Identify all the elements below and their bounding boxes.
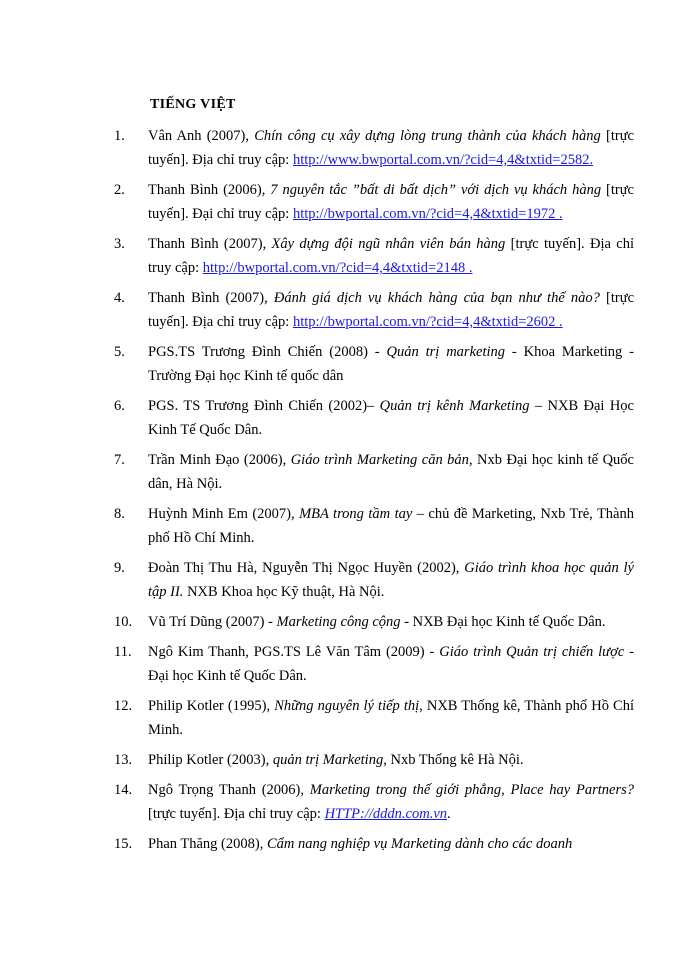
reference-info: [trực tuyến]. Địa chỉ truy cập: xyxy=(148,128,634,168)
reference-author: PGS.TS Trương Đình Chiến (2008) - xyxy=(148,344,387,360)
reference-author: Trần Minh Đạo (2006), xyxy=(148,452,291,468)
reference-author: Thanh Bình (2007), xyxy=(148,236,272,252)
reference-title: Giáo trình khoa học quản lý tập II. xyxy=(148,560,634,600)
reference-author: Philip Kotler (1995), xyxy=(148,698,275,714)
reference-link[interactable]: http://bwportal.com.vn/?cid=4,4&txtid=2602 . xyxy=(292,314,563,330)
reference-item xyxy=(0,832,700,856)
reference-number: 8. xyxy=(114,506,125,522)
reference-number: 1. xyxy=(114,128,125,144)
reference-title: Quản trị kênh Marketing xyxy=(379,398,530,414)
reference-link[interactable]: http://www.bwportal.com.vn/?cid=4,4&txtid=2582. xyxy=(292,152,594,168)
reference-info: [trực tuyến]. Địa chỉ truy cập: xyxy=(148,806,325,822)
reference-item xyxy=(0,394,700,442)
reference-title: Marketing công cộng xyxy=(276,614,401,630)
reference-title: Quản trị marketing xyxy=(386,344,505,360)
reference-title: Giáo trình Quản trị chiến lược xyxy=(439,644,625,660)
reference-number: 7. xyxy=(114,452,125,468)
reference-title: 7 nguyên tắc ”bất di bất dịch” với dịch vụ khách hàng xyxy=(270,182,602,198)
reference-author: Ngô Kim Thanh, PGS.TS Lê Văn Tâm (2009) - xyxy=(148,644,440,660)
reference-title: MBA trong tầm tay xyxy=(299,506,413,522)
reference-item xyxy=(0,610,700,634)
reference-link[interactable]: http://bwportal.com.vn/?cid=4,4&txtid=1972 . xyxy=(292,206,563,222)
reference-title: Xây dựng đội ngũ nhân viên bán hàng xyxy=(271,236,506,252)
reference-title: Cẩm nang nghiệp vụ Marketing dành cho các doanh xyxy=(266,836,573,852)
reference-item xyxy=(0,340,700,388)
reference-item xyxy=(0,748,700,772)
reference-author: Vân Anh (2007), xyxy=(148,128,255,144)
reference-number: 6. xyxy=(114,398,125,414)
reference-author: Thanh Bình (2007), xyxy=(148,290,274,306)
reference-title: Những nguyên lý tiếp thị xyxy=(274,698,420,714)
reference-number: 14. xyxy=(114,782,133,798)
reference-author: Huỳnh Minh Em (2007), xyxy=(148,506,300,522)
reference-info: , NXB Thống kê, Thành phố Hồ Chí Minh. xyxy=(148,698,634,738)
reference-link[interactable]: HTTP://dddn.com.vn xyxy=(324,806,447,822)
reference-item xyxy=(0,124,700,172)
reference-author: Phan Thăng (2008), xyxy=(148,836,267,852)
reference-author: Ngô Trọng Thanh (2006), xyxy=(148,782,310,798)
reference-item xyxy=(0,502,700,550)
reference-author: Thanh Bình (2006), xyxy=(148,182,271,198)
reference-number: 2. xyxy=(114,182,125,198)
reference-author: PGS. TS Trương Đình Chiến (2002)– xyxy=(148,398,380,414)
reference-info: , Nxb Thống kê Hà Nội. xyxy=(383,752,524,768)
reference-info: [trực tuyến]. Địa chỉ truy cập: xyxy=(148,290,635,330)
reference-info: [trực tuyến]. Đại chỉ truy cập: xyxy=(148,182,634,222)
reference-item xyxy=(0,640,700,688)
reference-number: 10. xyxy=(114,614,133,630)
reference-number: 15. xyxy=(114,836,133,852)
reference-item xyxy=(0,232,700,280)
reference-item xyxy=(0,694,700,742)
reference-info: – NXB Đại Học Kinh Tế Quốc Dân. xyxy=(148,398,634,438)
reference-number: 3. xyxy=(114,236,125,252)
reference-list xyxy=(0,124,700,862)
reference-info: - Đại học Kinh tế Quốc Dân. xyxy=(148,644,634,684)
reference-author: Vũ Trí Dũng (2007) - xyxy=(148,614,277,630)
section-heading: TIẾNG VIỆT xyxy=(150,97,236,112)
reference-title: Marketing trong thế giới phẳng, Place hay Partners? xyxy=(309,782,634,798)
reference-author: Philip Kotler (2003), xyxy=(148,752,273,768)
reference-title: Đánh giá dịch vụ khách hàng của bạn như thế nào? xyxy=(273,290,600,306)
reference-tail: . xyxy=(447,806,451,822)
reference-info: - NXB Đại học Kinh tế Quốc Dân. xyxy=(400,614,606,630)
reference-item xyxy=(0,556,700,604)
reference-title: Chín công cụ xây dựng lòng trung thành của khách hàng xyxy=(254,128,601,144)
reference-number: 5. xyxy=(114,344,125,360)
reference-number: 9. xyxy=(114,560,125,576)
reference-number: 4. xyxy=(114,290,125,306)
reference-link[interactable]: http://bwportal.com.vn/?cid=4,4&txtid=2148 . xyxy=(202,260,473,276)
reference-item xyxy=(0,286,700,334)
reference-info: , Nxb Đại học kinh tế Quốc dân, Hà Nội. xyxy=(148,452,634,492)
reference-author: Đoàn Thị Thu Hà, Nguyễn Thị Ngọc Huyền (2002), xyxy=(148,560,465,576)
reference-title: quản trị Marketing xyxy=(272,752,384,768)
reference-info: – chủ đề Marketing, Nxb Trẻ, Thành phố Hồ Chí Minh. xyxy=(148,506,634,546)
reference-item xyxy=(0,778,700,826)
reference-number: 13. xyxy=(114,752,133,768)
reference-item xyxy=(0,448,700,496)
reference-number: 12. xyxy=(114,698,133,714)
reference-info: [trực tuyến]. Địa chỉ truy cập: xyxy=(148,236,634,276)
reference-info: NXB Khoa học Kỹ thuật, Hà Nội. xyxy=(183,584,385,600)
reference-title: Giáo trình Marketing căn bản xyxy=(290,452,469,468)
reference-number: 11. xyxy=(114,644,132,660)
reference-info: - Khoa Marketing - Trường Đại học Kinh tế quốc dân xyxy=(148,344,634,384)
reference-item xyxy=(0,178,700,226)
